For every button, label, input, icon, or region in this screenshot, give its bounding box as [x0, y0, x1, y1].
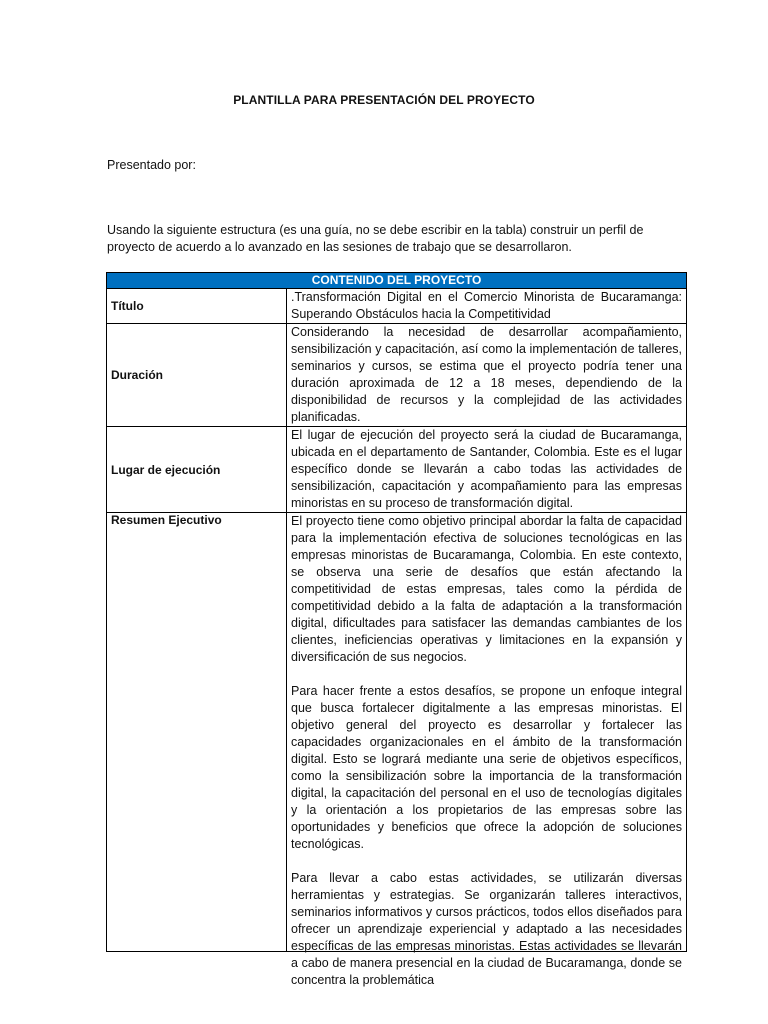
intro-paragraph: Usando la siguiente estructura (es una guía, no se debe escribir en la tabla) construir un perfil de proyecto de acuerdo a lo avanzado en las sesiones de trabajo que se desarrollaron.	[107, 223, 644, 254]
resumen-paragraph: Para llevar a cabo estas actividades, se utilizarán diversas herramientas y estrategias. Se organizarán talleres interactivos, seminarios informativos y cursos prácticos, todos ellos diseñados para ofrecer un aprendizaje experiencial y adaptado a las necesidades específicas de las empresas minoristas. Estas actividades se llevarán a cabo de manera presencial en la ciudad de Bucaramanga, donde se concentra la problemática	[291, 871, 683, 987]
document-title: PLANTILLA PARA PRESENTACIÓN DEL PROYECTO	[233, 93, 535, 107]
table-header-row	[107, 273, 687, 289]
resumen-paragraph: Para hacer frente a estos desafíos, se propone un enfoque integral que busca fortalecer digitalmente a las empresas minoristas. El objetivo general del proyecto es desarrollar y fortalecer las capacidades organizacionales en el ámbito de la transformación digital. Esto se logrará mediante una serie de objetivos específicos, como la sensibilización sobre la importancia de la transformación digital, la capacitación del personal en el uso de tecnologías digitales y la orientación a los propietarios de las empresas sobre las oportunidades y beneficios que ofrece la adopción de soluciones tecnológicas.	[291, 684, 683, 851]
presented-by-label: Presentado por:	[107, 158, 196, 172]
row-label-duracion: Duración	[107, 324, 287, 427]
row-value-lugar: El lugar de ejecución del proyecto será la ciudad de Bucaramanga, ubicada en el departamento de Santander, Colombia. Este es el lugar específico donde se llevarán a cabo todas las actividades de sensibilización, capacitación y acompañamiento para las empresas minoristas en su proceso de transformación digital.	[287, 427, 687, 513]
row-label-lugar: Lugar de ejecución	[107, 427, 287, 513]
row-value-resumen	[287, 513, 687, 987]
table-row-titulo	[107, 289, 687, 324]
project-content-table	[106, 272, 687, 987]
row-value-duracion: Considerando la necesidad de desarrollar acompañamiento, sensibilización y capacitación, así como la implementación de talleres, seminarios y cursos, se estima que el proyecto podría tener una duración aproximada de 12 a 18 meses, dependiendo de la disponibilidad de recursos y la complejidad de las actividades planificadas.	[287, 324, 687, 427]
table-row-resumen	[107, 513, 687, 952]
row-label-resumen: Resumen Ejecutivo	[107, 513, 287, 952]
table-row-duracion	[107, 324, 687, 427]
row-value-titulo: .Transformación Digital en el Comercio Minorista de Bucaramanga: Superando Obstáculos hacia la Competitividad	[287, 289, 687, 324]
resumen-paragraph: El proyecto tiene como objetivo principal abordar la falta de capacidad para la implementación efectiva de soluciones tecnológicas en las empresas minoristas de Bucaramanga, Colombia. En este contexto, se observa una serie de desafíos que están afectando la competitividad de estas empresas, tales como la pérdida de competitividad debido a la falta de adaptación a la transformación digital, dificultades para satisfacer las demandas cambiantes de los clientes, ineficiencias operativas y limitaciones en la expansión y diversificación de sus negocios.	[291, 514, 683, 664]
resumen-text-container	[291, 513, 683, 987]
row-label-titulo: Título	[107, 289, 287, 324]
table-header: CONTENIDO DEL PROYECTO	[107, 273, 687, 289]
table-row-lugar	[107, 427, 687, 513]
